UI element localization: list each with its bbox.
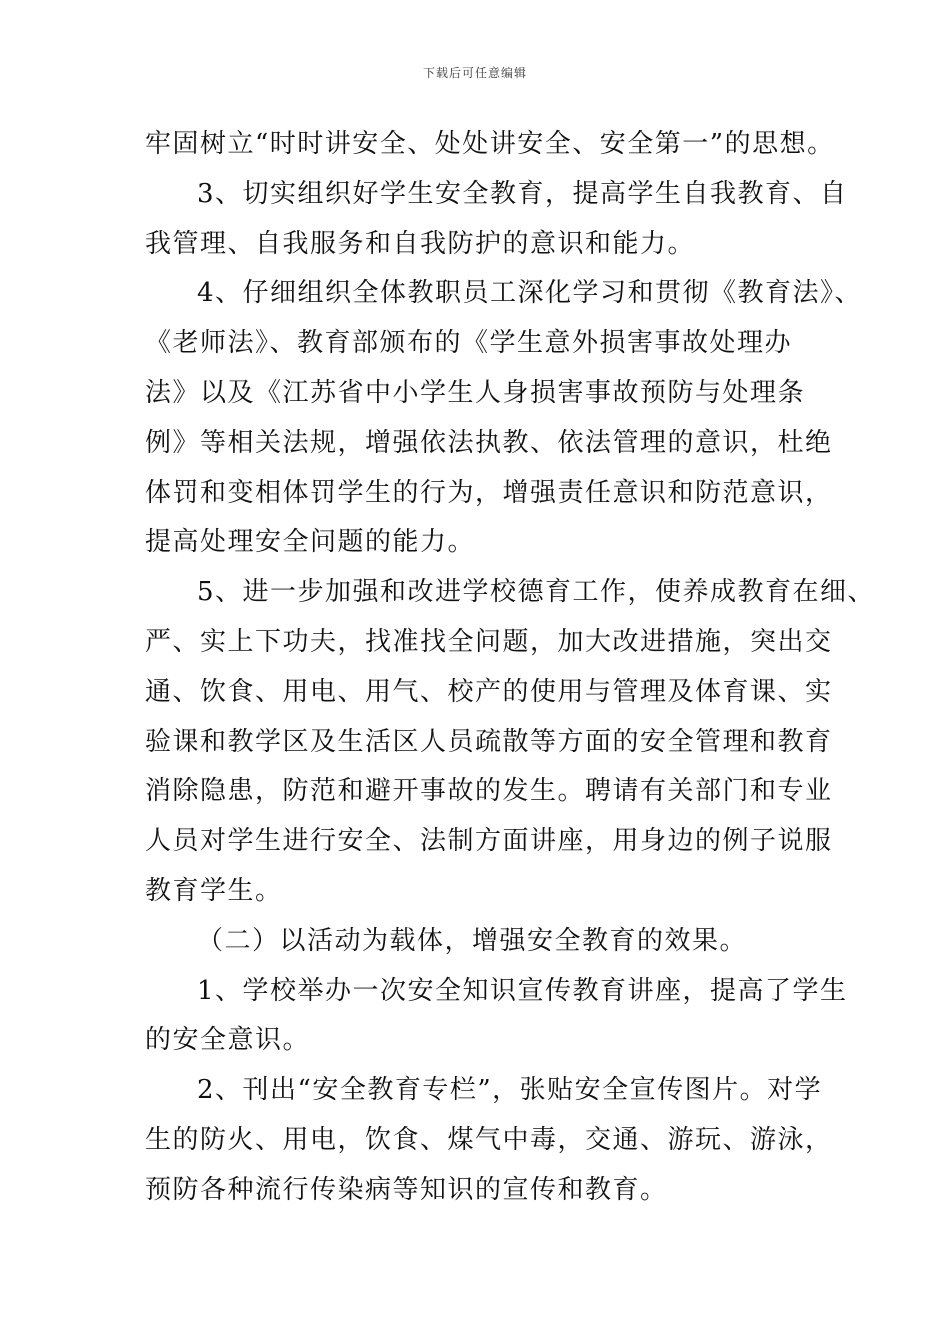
paragraph-start-line: 5、进一步加强和改进学校德育工作，使养成教育在细、 — [197, 577, 876, 608]
paragraph-line: 我管理、自我服务和自我防护的意识和能力。 — [145, 228, 696, 259]
paragraph-line: 提高处理安全问题的能力。 — [145, 527, 476, 558]
paragraph-line: 法》以及《江苏省中小学生人身损害事故预防与处理条 — [145, 377, 806, 408]
paragraph-line: 的安全意识。 — [145, 1025, 311, 1056]
paragraph-line: 验课和教学区及生活区人员疏散等方面的安全管理和教育 — [145, 726, 833, 757]
paragraph-start-line: （二）以活动为载体，增强安全教育的效果。 — [197, 925, 748, 956]
paragraph-line: 严、实上下功夫，找准找全问题，加大改进措施，突出交 — [145, 626, 833, 657]
paragraph-line: 预防各种流行传染病等知识的宣传和教育。 — [145, 1174, 668, 1205]
paragraph-line: 例》等相关法规，增强依法执教、依法管理的意识，杜绝 — [145, 427, 833, 458]
paragraph-line: 教育学生。 — [145, 875, 283, 906]
paragraph-line: 消除隐患，防范和避开事故的发生。聘请有关部门和专业 — [145, 776, 833, 807]
paragraph-line: 《老师法》、教育部颁布的《学生意外损害事故处理办 — [145, 328, 793, 359]
paragraph-start-line: 4、仔细组织全体教职员工深化学习和贯彻《教育法》、 — [197, 278, 863, 309]
document-body — [145, 120, 876, 1216]
page-header: 下载后可任意编辑 — [422, 66, 527, 80]
paragraph-line: 生的防火、用电，饮食、煤气中毒，交通、游玩、游泳， — [145, 1124, 833, 1155]
paragraph-line: 体罚和变相体罚学生的行为，增强责任意识和防范意识， — [145, 477, 833, 508]
paragraph-start-line: 2、刊出“安全教育专栏”，张贴安全宣传图片。对学 — [197, 1075, 823, 1106]
paragraph-line: 人员对学生进行安全、法制方面讲座，用身边的例子说服 — [145, 826, 833, 857]
paragraph-start-line: 3、切实组织好学生安全教育，提高学生自我教育、自 — [197, 178, 848, 209]
paragraph-line: 通、饮食、用电、用气、校产的使用与管理及体育课、实 — [145, 676, 833, 707]
paragraph-start-line: 1、学校举办一次安全知识宣传教育讲座，提高了学生 — [197, 975, 848, 1006]
paragraph-line: 牢固树立“时时讲安全、处处讲安全、安全第一”的思想。 — [145, 129, 835, 159]
